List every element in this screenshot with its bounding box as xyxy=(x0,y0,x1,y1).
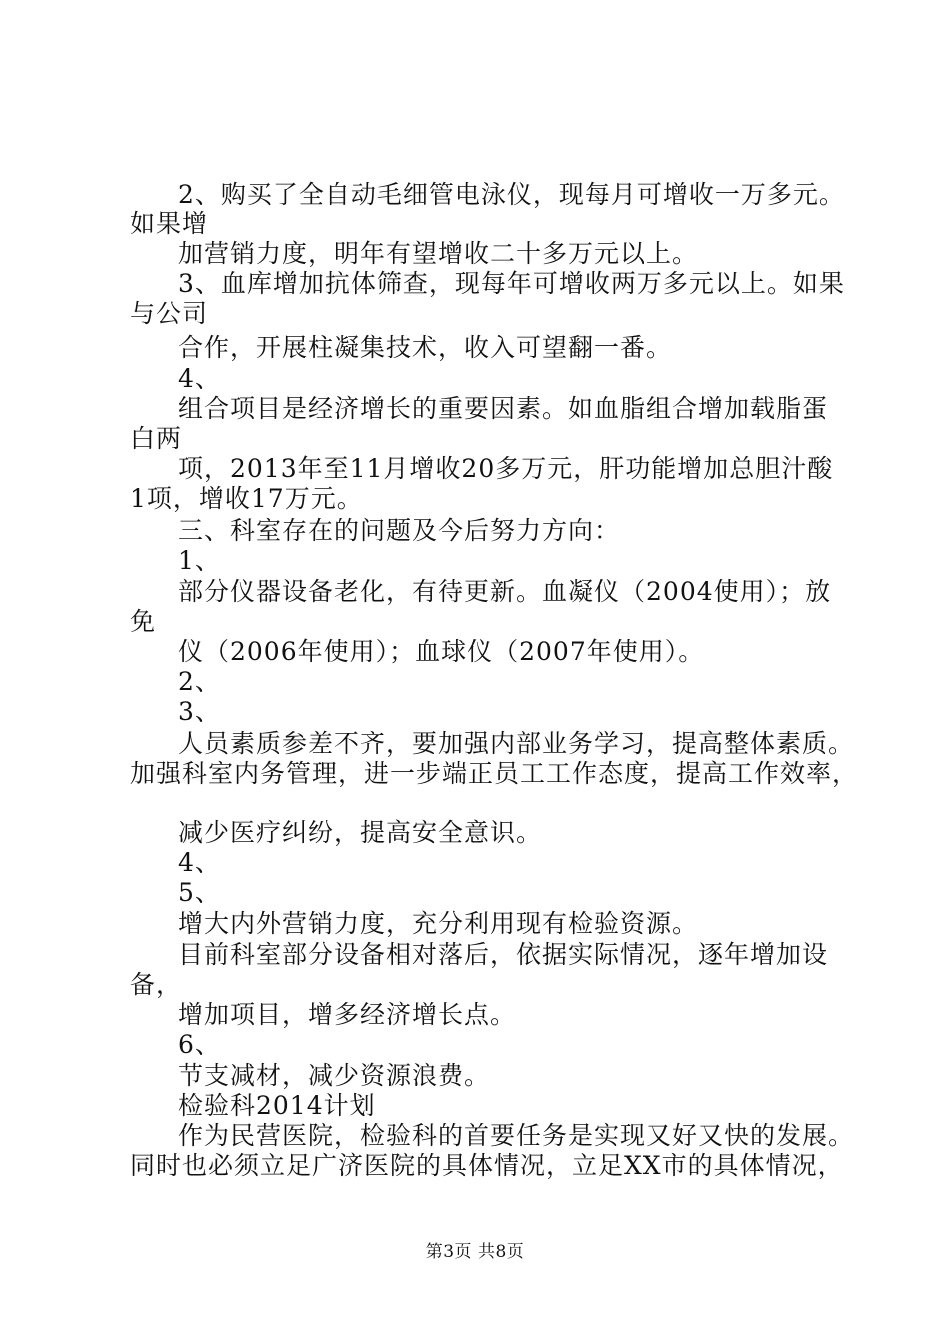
section-heading: 检验科2014计划 xyxy=(178,1091,376,1120)
text-line: 减少医疗纠纷，提高安全意识。 xyxy=(178,818,543,847)
text-line: 项，2013年至11月增收20多万元，肝功能增加总胆汁酸 xyxy=(178,454,834,483)
text-line: 如果增 xyxy=(130,209,209,238)
text-line: 3、 xyxy=(178,697,221,726)
text-line: 仪（2006年使用）；血球仪（2007年使用）。 xyxy=(178,637,705,666)
text-line: 增加项目，增多经济增长点。 xyxy=(178,1000,517,1029)
text-line: 人员素质参差不齐，要加强内部业务学习，提高整体素质。 xyxy=(178,729,855,758)
text-line: 组合项目是经济增长的重要因素。如血脂组合增加载脂蛋 xyxy=(178,394,829,423)
text-line: 2、购买了全自动毛细管电泳仪，现每月可增收一万多元。 xyxy=(178,180,845,209)
text-line: 1项，增收17万元。 xyxy=(130,484,363,513)
page-footer: 第3页 共8页 xyxy=(425,1242,525,1262)
text-line: 加强科室内务管理，进一步端正员工工作态度，提高工作效率， xyxy=(130,759,859,788)
text-line: 6、 xyxy=(178,1030,221,1059)
text-line: 2、 xyxy=(178,667,221,696)
text-line: 与公司 xyxy=(130,299,209,328)
text-line: 部分仪器设备老化，有待更新。血凝仪（2004使用）；放 xyxy=(178,577,832,606)
text-line: 加营销力度，明年有望增收二十多万元以上。 xyxy=(178,239,699,268)
text-line: 3、血库增加抗体筛查，现每年可增收两万多元以上。如果 xyxy=(178,269,845,298)
text-line: 白两 xyxy=(130,424,183,453)
text-line: 备， xyxy=(130,970,183,999)
text-line: 1、 xyxy=(178,546,221,575)
text-line: 4、 xyxy=(178,848,221,877)
text-line: 增大内外营销力度，充分利用现有检验资源。 xyxy=(178,909,699,938)
text-line: 合作，开展柱凝集技术，收入可望翻一番。 xyxy=(178,333,673,362)
text-line: 节支减材，减少资源浪费。 xyxy=(178,1061,491,1090)
text-line: 5、 xyxy=(178,878,221,907)
text-line: 同时也必须立足广济医院的具体情况，立足XX市的具体情况， xyxy=(130,1151,844,1180)
text-line: 4、 xyxy=(178,364,221,393)
section-heading: 三、科室存在的问题及今后努力方向： xyxy=(178,516,621,545)
text-line: 目前科室部分设备相对落后，依据实际情况，逐年增加设 xyxy=(178,940,829,969)
text-line: 作为民营医院，检验科的首要任务是实现又好又快的发展。 xyxy=(178,1121,855,1150)
text-line: 免 xyxy=(130,607,157,636)
